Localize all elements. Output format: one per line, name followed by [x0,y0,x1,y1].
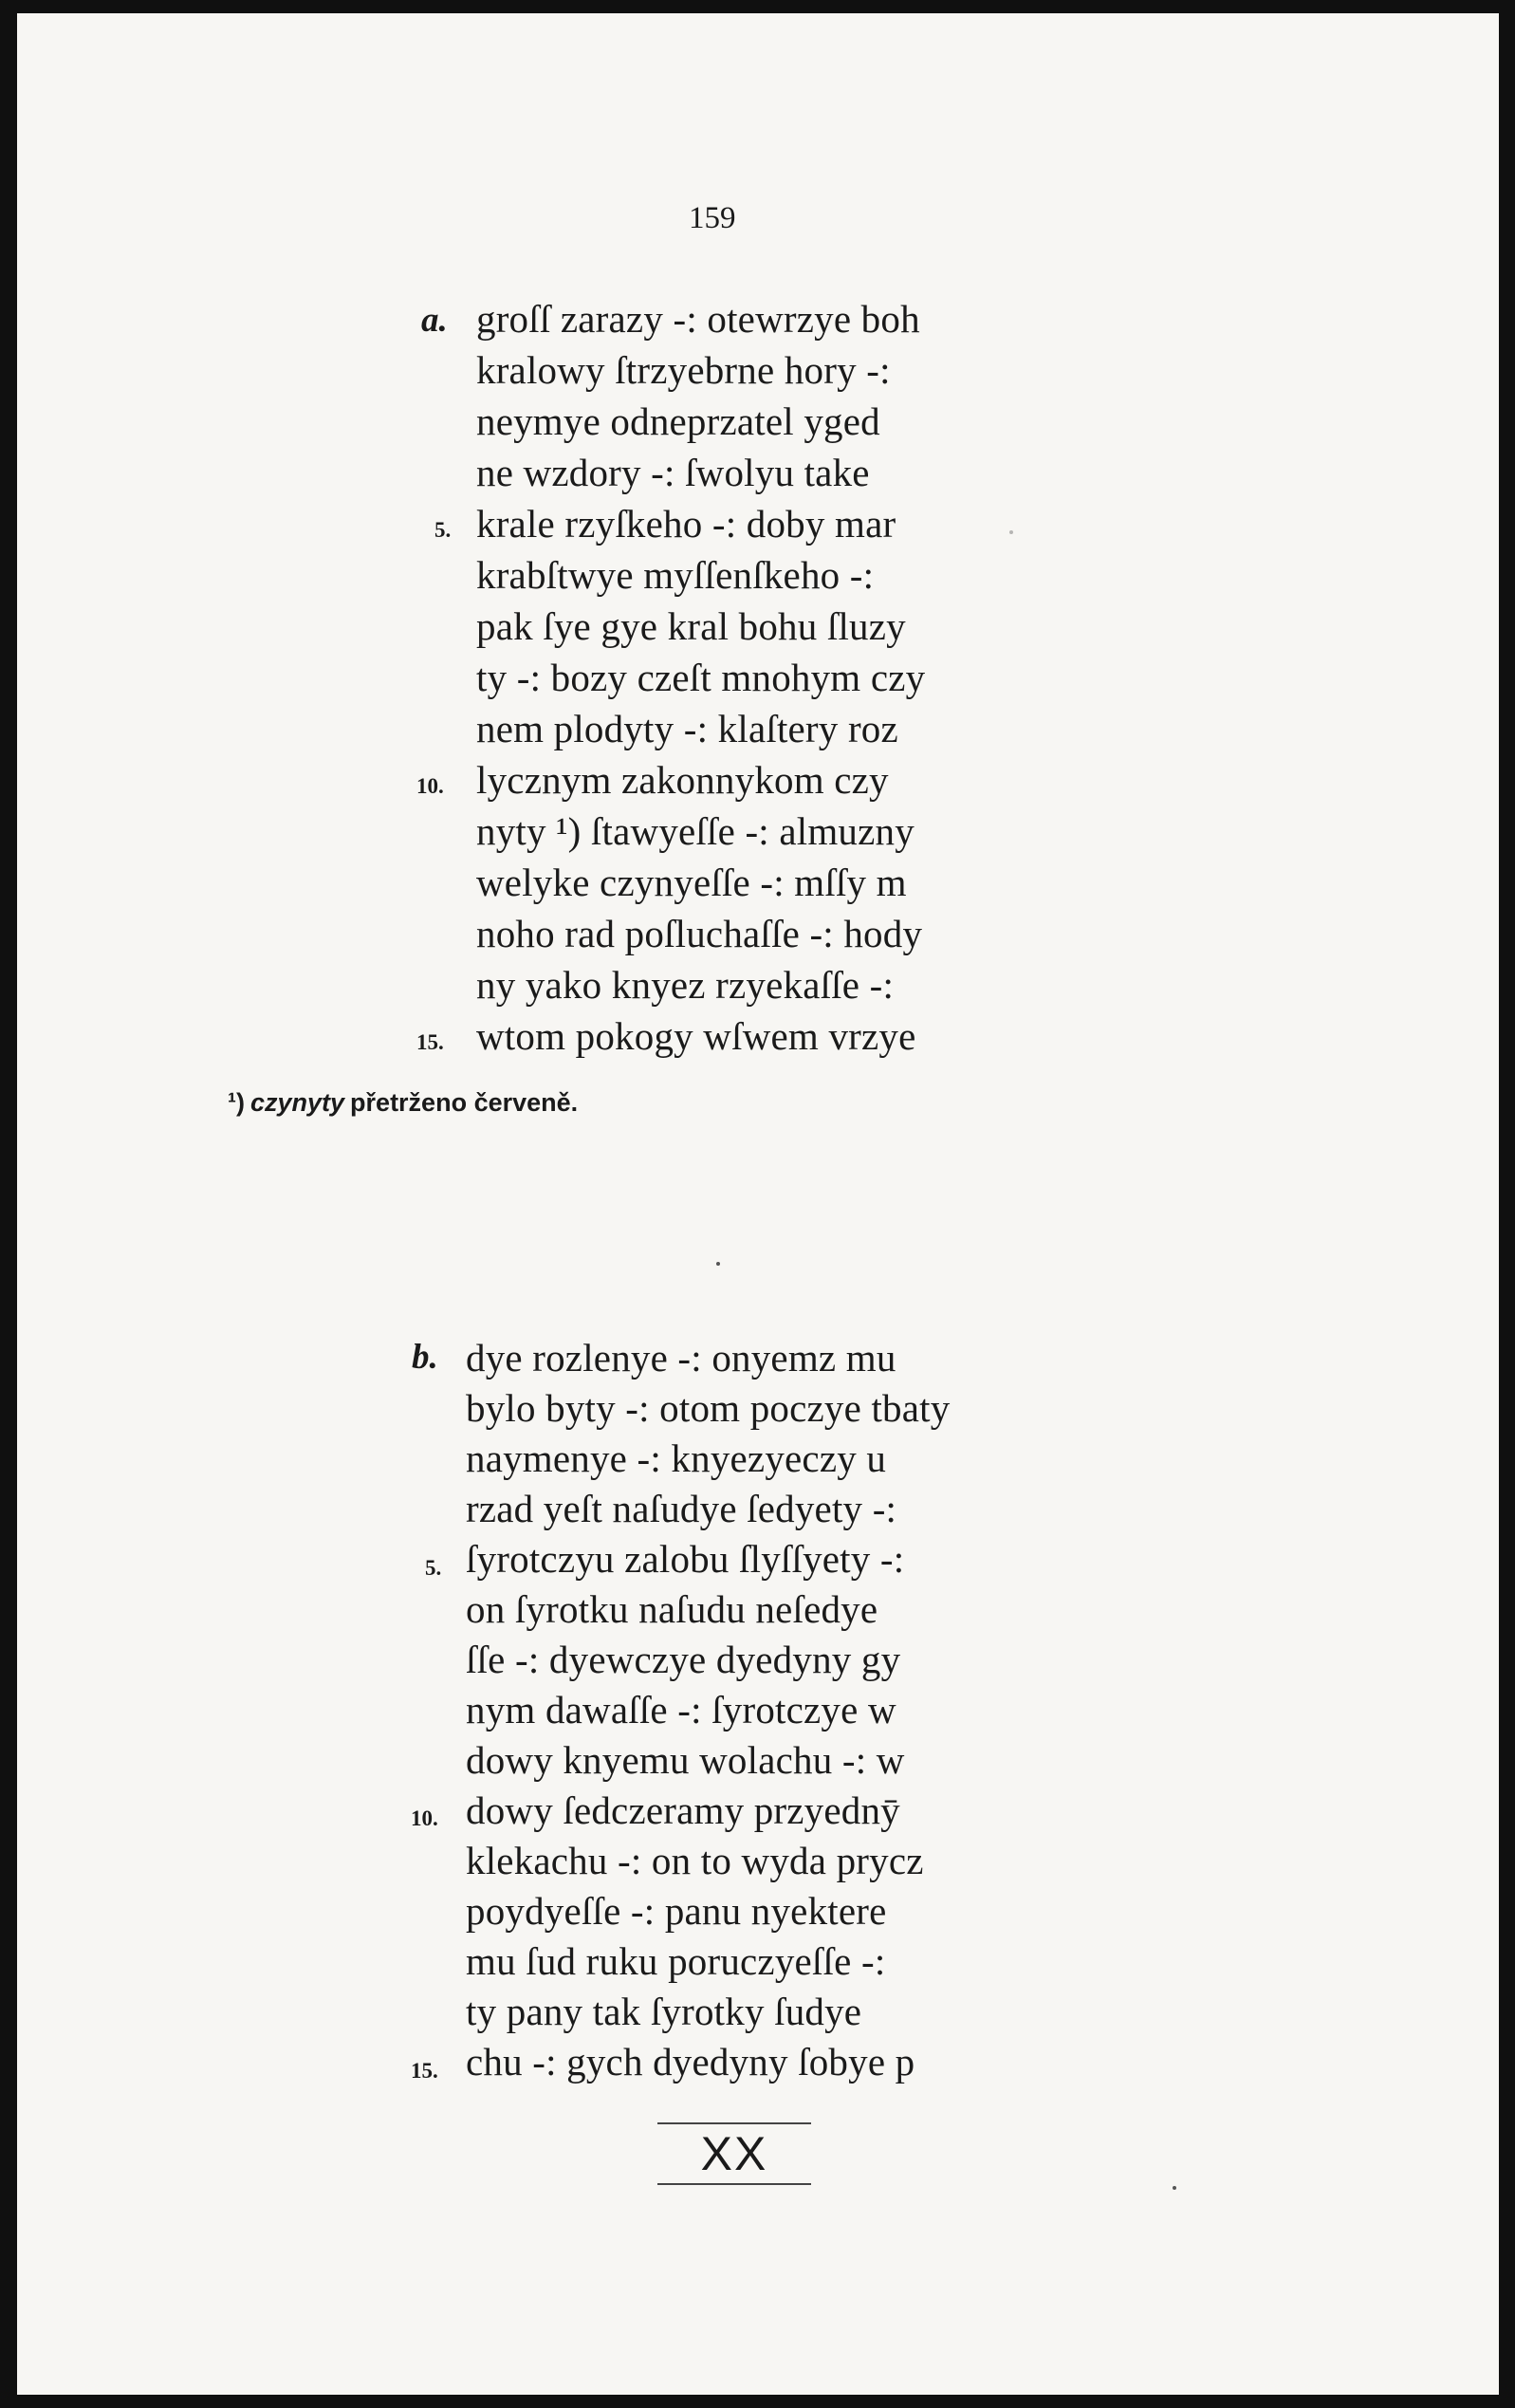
verse-line: ty -: bozy czeſt mnohym czy [476,656,926,699]
line-number: 10. [416,774,444,798]
speck [716,1262,720,1266]
line-number: 10. [411,1806,438,1830]
footnote [228,1088,578,1118]
line-number: 15. [411,2059,438,2083]
verse-line: dowy knyemu wolachu -: w [466,1738,905,1782]
line-number: 15. [416,1030,444,1054]
verse-line: on ſyrotku naſudu neſedye [466,1587,878,1631]
verse-line: ſſe -: dyewczye dyedyny gy [466,1638,901,1681]
verse-line: ty pany tak ſyrotky ſudye [466,1990,862,2033]
verse-line: wtom pokogy wſwem vrzye [476,1014,916,1058]
verse-line: welyke czynyeſſe -: mſſy m [476,861,907,904]
verse-line: neymye odneprzatel yged [476,399,880,443]
verse-line: mu ſud ruku poruczyeſſe -: [466,1939,886,1983]
speck [1173,2186,1176,2190]
verse-line: ſyrotczyu zalobu ſlyſſyety -: [466,1537,905,1581]
verse-line: noho rad poſluchaſſe -: hody [476,912,923,955]
verse-line: nem plodyty -: klaſtery roz [476,707,898,750]
verse-line: groſſ zarazy -: otewrzye boh [476,297,920,341]
footnote-marker: ¹) [228,1088,245,1117]
verse-line: dye rozlenye -: onyemz mu [466,1336,896,1380]
verse-line: dowy ſedczeramy przyednȳ [466,1788,900,1832]
block-label-a: a. [421,301,448,340]
speck [1009,530,1013,534]
verse-line: poydyeſſe -: panu nyektere [466,1889,887,1933]
verse-line: nym dawaſſe -: ſyrotczye w [466,1688,896,1732]
book-page [17,13,1499,2395]
verse-line: klekachu -: on to wyda prycz [466,1839,924,1882]
line-number: 5. [434,518,452,542]
verse-line: kralowy ſtrzyebrne hory -: [476,348,891,392]
verse-line: nyty ¹) ſtawyeſſe -: almuzny [476,809,915,853]
verse-line: krabſtwye myſſenſkeho -: [476,553,875,597]
verse-line: ne wzdory -: ſwolyu take [476,451,870,494]
verse-line: naymenye -: knyezyeczy u [466,1436,887,1480]
block-label-b: b. [412,1338,438,1377]
footnote-term: czynyty [249,1088,345,1117]
signature-mark: XX [657,2122,811,2185]
page-number: 159 [689,201,736,235]
footnote-text: přetrženo červeně. [350,1088,579,1117]
verse-line: lycznym zakonnykom czy [476,758,889,802]
line-number: 5. [425,1556,442,1580]
verse-line: bylo byty -: otom poczye tbaty [466,1386,951,1430]
verse-line: chu -: gych dyedyny ſobye p [466,2040,915,2084]
verse-line: ny yako knyez rzyekaſſe -: [476,963,895,1007]
verse-line: rzad yeſt naſudye ſedyety -: [466,1487,897,1530]
verse-line: pak ſye gye kral bohu ſluzy [476,604,906,648]
verse-line: krale rzyſkeho -: doby mar [476,502,896,546]
